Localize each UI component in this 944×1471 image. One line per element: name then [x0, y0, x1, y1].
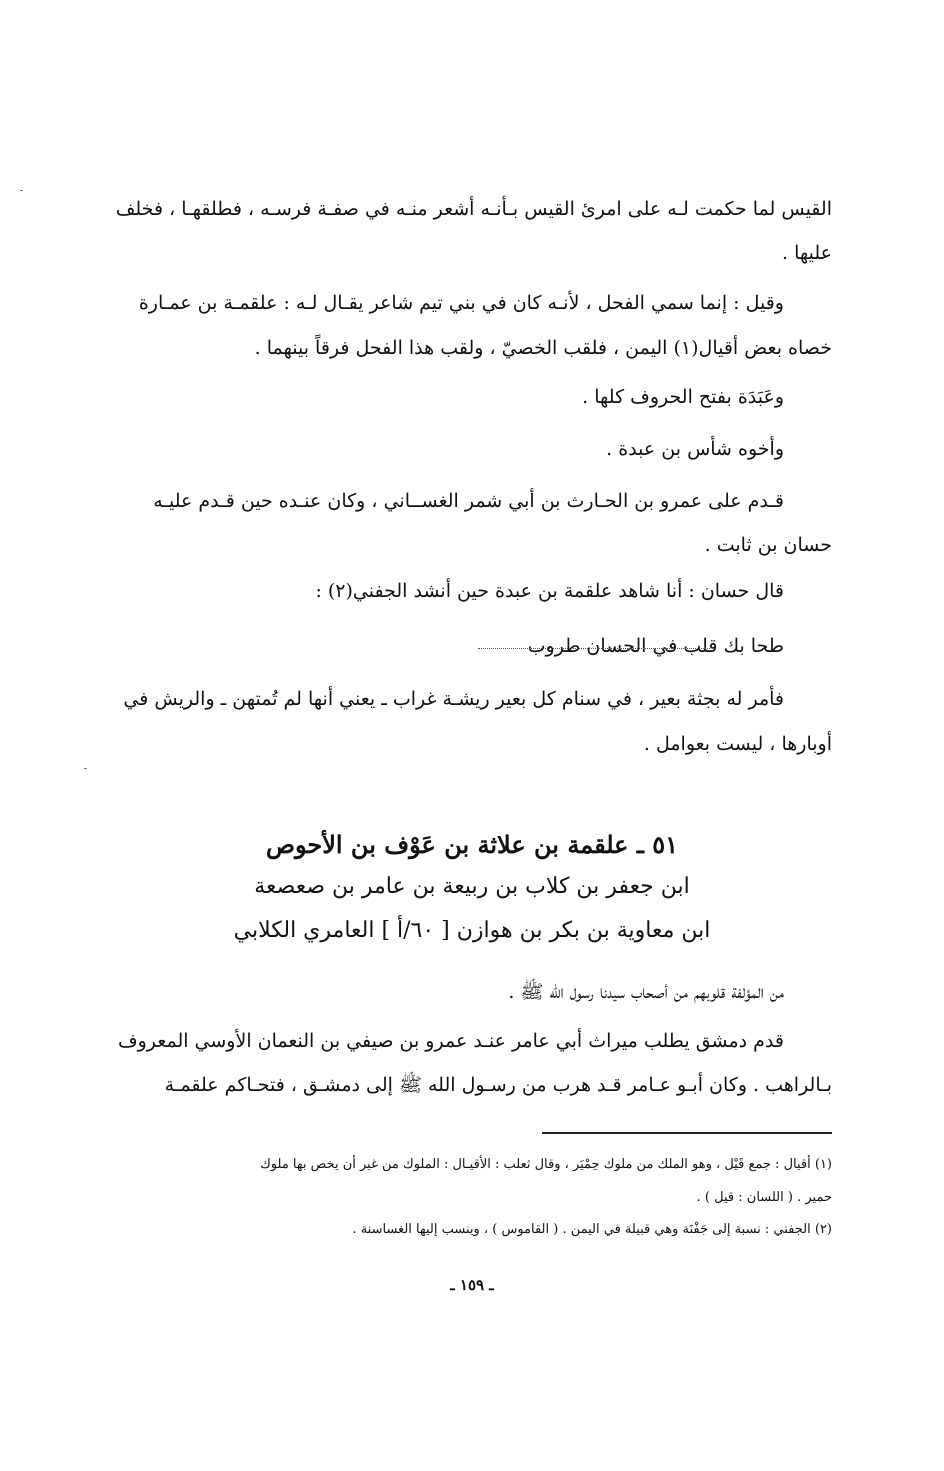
- para2-line2: خصاه بعض أقيال(١) اليمن ، فلقب الخصيّ ، ولقب هذا الفحل فرقاً بينهما .: [254, 337, 832, 359]
- verse-hemistich: طحا بك قلب في الحسان طروب: [527, 635, 784, 657]
- para7-line2: أوبارها ، ليست بعوامل .: [643, 733, 832, 755]
- verse-dotted-line: [478, 648, 710, 649]
- entry-lineage-2: ابن معاوية بن بكر بن هوازن [ ٦٠/أ ] العامري الكلابي: [233, 918, 711, 943]
- footnote-1-line1: (١) أقيال : جمع قَيْل ، وهو الملك من ملوك حِمْيَر ، وقال ثعلب : الأقيـال : الملوك من غير أن يخص بها ملوك: [260, 1157, 832, 1172]
- page-number: ـ ١٥٩ ـ: [450, 1276, 494, 1294]
- para7-line1: فأمر له بجثة بعير ، في سنام كل بعير ريشـة غراب ـ يعني أنها لم تُمتهن ـ والريش في: [123, 688, 784, 710]
- entry-title: ٥١ ـ علقمة بن علاثة بن عَوْف بن الأحوص: [265, 830, 679, 859]
- scan-speck: [20, 190, 23, 191]
- footnote-separator: [542, 1132, 832, 1134]
- para2-line1: وقيل : إنما سمي الفحل ، لأنـه كان في بني تيم شاعر يقـال لـه : علقمـة بن عمـارة: [138, 292, 784, 314]
- para6: قال حسان : أنا شاهد علقمة بن عبدة حين أنشد الجفني(٢) :: [315, 580, 784, 602]
- para3: وعَبَدَة بفتح الحروف كلها .: [582, 386, 784, 408]
- para1-line2: عليها .: [782, 242, 832, 264]
- para5-line2: حسان بن ثابت .: [704, 534, 832, 556]
- footnote-1-line2: حمير . ( اللسان : قيل ) .: [696, 1190, 832, 1205]
- para5-line1: قـدم على عمرو بن الحـارث بن أبي شمر الغســاني ، وكان عنـده حين قـدم عليـه: [153, 490, 784, 512]
- entry-text-2-line2: بـالراهب . وكان أبـو عـامر قـد هرب من رسـول الله ﷺ إلى دمشـق ، فتحـاكم علقمـة: [164, 1074, 832, 1096]
- entry-text-2-line1: قدم دمشق يطلب ميراث أبي عامر عنـد عمرو بن صيفي بن النعمان الأوسي المعروف: [117, 1030, 784, 1052]
- para1-line1: القيس لما حكمت لـه على امرئ القيس بـأنـه أشعر منـه في صفـة فرسـه ، فطلقهـا ، فخلف: [115, 198, 832, 220]
- entry-lineage-1: ابن جعفر بن كلاب بن ربيعة بن عامر بن صعصعة: [254, 874, 690, 899]
- scan-speck: [84, 768, 87, 769]
- footnote-2: (٢) الجفني : نسبة إلى جَفْنَة وهي قبيلة في اليمن . ( القاموس ) ، وينسب إليها الغساسنة .: [352, 1222, 832, 1237]
- para4: وأخوه شأس بن عبدة .: [606, 438, 784, 460]
- entry-text-1: من المؤلفة قلوبهم من أصحاب سيدنا رسول الله ﷺ .: [508, 981, 784, 1003]
